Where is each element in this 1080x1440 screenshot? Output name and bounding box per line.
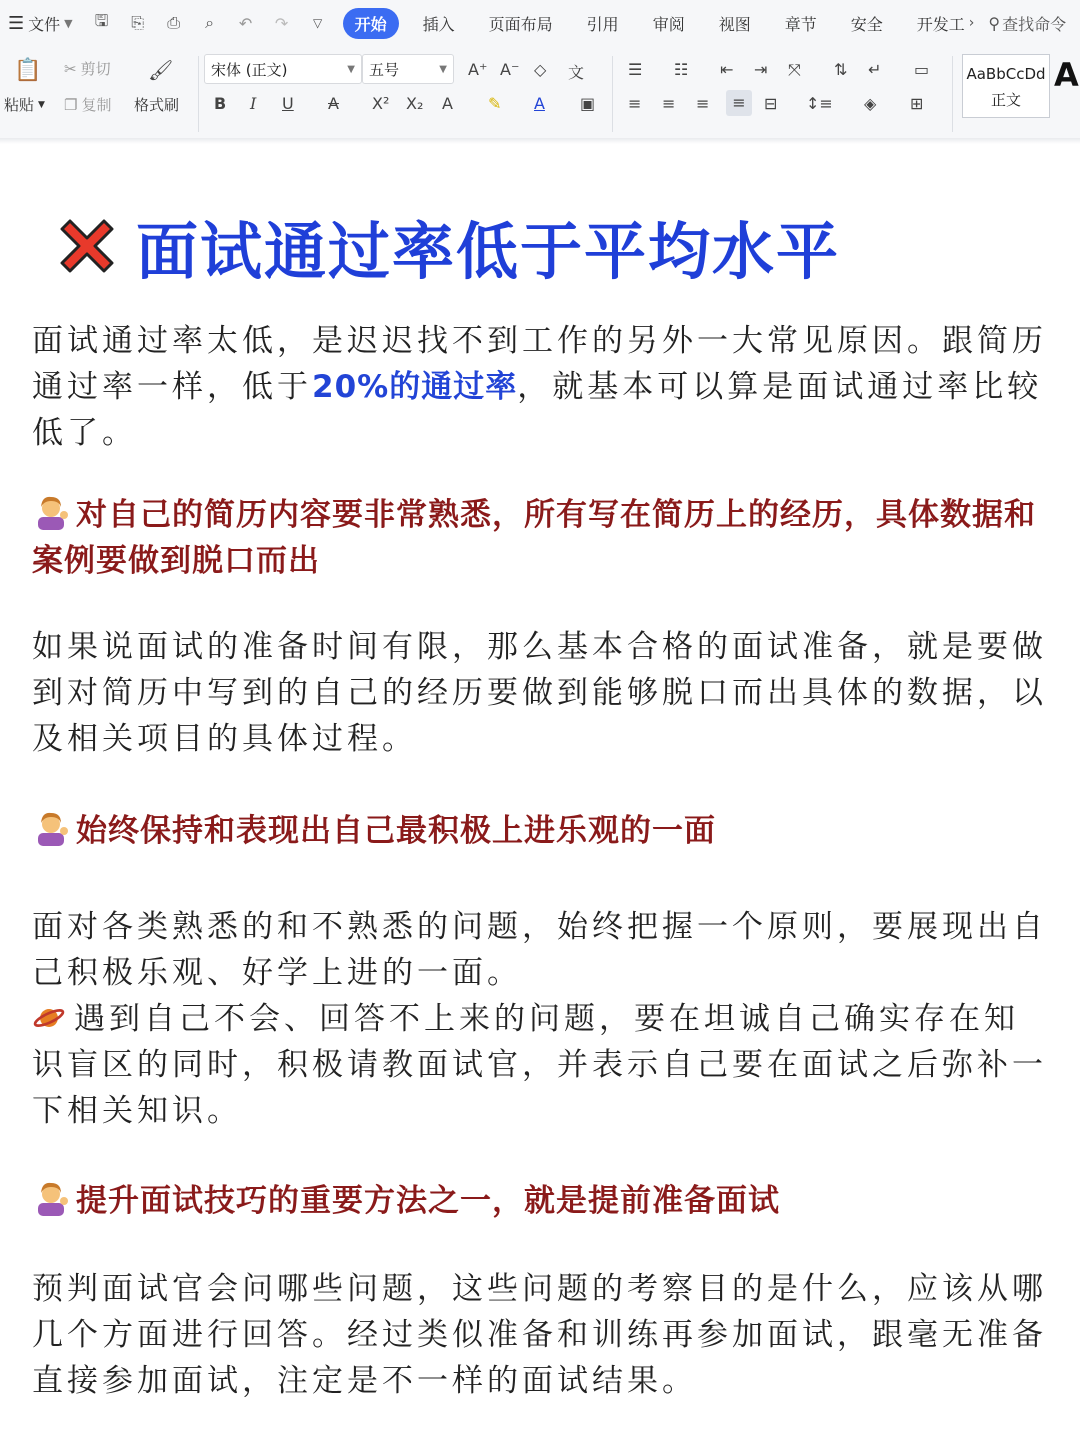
shrink-font-icon[interactable]: A⁻ xyxy=(500,60,520,79)
cut-label: 剪切 xyxy=(80,60,111,78)
justify-icon[interactable]: ≡ xyxy=(726,90,752,116)
font-size-value: 五号 xyxy=(369,60,400,79)
document-title-row xyxy=(52,208,841,288)
font-name-value: 宋体 (正文) xyxy=(211,60,288,79)
shading-icon[interactable]: ◈ xyxy=(864,94,877,113)
heading-prepare-interview xyxy=(32,1178,1052,1224)
heading-resume-familiarity xyxy=(32,492,1052,584)
intro-highlight: 20%的通过率 xyxy=(312,369,518,405)
decrease-indent-icon[interactable]: ⇤ xyxy=(720,60,734,79)
paste-icon[interactable]: 📋 xyxy=(14,58,42,83)
heading-text: 始终保持和表现出自己最积极上进乐观的一面 xyxy=(76,813,716,849)
font-name-select[interactable] xyxy=(204,54,362,84)
intro-text-start: 面试通过率太低，是迟迟找不到工作的另外一大常见原因。跟简历通过率一样，低于 xyxy=(32,323,1047,405)
customize-chevron-icon[interactable]: ▽ xyxy=(313,16,323,30)
align-left-icon[interactable]: ≡ xyxy=(628,94,642,113)
search-command-label: 查找命令 xyxy=(1002,14,1067,34)
person-tipping-hand-icon xyxy=(32,493,70,531)
chevron-down-icon: ▼ xyxy=(347,63,355,75)
tab-view[interactable]: 视图 xyxy=(718,14,751,34)
align-right-icon[interactable]: ≡ xyxy=(696,94,710,113)
numbered-list-icon[interactable]: ☷ xyxy=(674,60,689,79)
strikethrough-icon[interactable]: A xyxy=(328,94,339,113)
chinese-layout-icon[interactable]: ⤧ xyxy=(788,60,801,79)
tab-review[interactable]: 审阅 xyxy=(652,14,685,34)
paragraph-text: 遇到自己不会、回答不上来的问题，要在坦诚自己确实存在知识盲区的同时，积极请教面试官，并表示自己要在面试之后弥补一下相关知识。 xyxy=(32,1001,1047,1129)
ringed-planet-icon xyxy=(32,1001,66,1035)
grow-font-icon[interactable]: A⁺ xyxy=(468,60,488,79)
superscript-icon[interactable]: X² xyxy=(372,94,390,113)
paragraph-principle: 面对各类熟悉的和不熟悉的问题，始终把握一个原则，要展现出自己积极乐观、好学上进的一面。 xyxy=(32,909,1047,991)
borders-icon[interactable]: ⊞ xyxy=(910,94,924,113)
format-painter-label: 格式刷 xyxy=(134,96,180,114)
menu-bar xyxy=(0,0,1080,46)
sort-icon[interactable]: ⇅ xyxy=(834,60,848,79)
phonetic-guide-icon[interactable]: 文 xyxy=(568,63,585,82)
style-next-preview[interactable]: A xyxy=(1054,56,1079,94)
font-color-icon[interactable]: A xyxy=(534,94,545,113)
distribute-icon[interactable]: ⊟ xyxy=(764,94,778,113)
paragraph-mark-icon[interactable]: ↵ xyxy=(868,60,882,79)
scissors-icon: ✂ xyxy=(64,59,77,78)
paragraph-unknown-questions xyxy=(32,996,1052,1134)
style-preview: AaBbCcDd xyxy=(966,65,1046,83)
tab-developer[interactable]: 开发工 xyxy=(916,14,965,34)
chevron-down-icon: ▼ xyxy=(64,16,73,30)
bold-icon[interactable]: B xyxy=(214,94,227,113)
print-preview-icon[interactable]: ⌕ xyxy=(205,13,215,32)
align-center-icon[interactable]: ≡ xyxy=(662,94,676,113)
increase-indent-icon[interactable]: ⇥ xyxy=(754,60,768,79)
italic-icon[interactable]: I xyxy=(250,94,257,113)
person-tipping-hand-icon xyxy=(32,809,70,847)
copy-label: 复制 xyxy=(81,96,112,114)
bullet-list-icon[interactable]: ☰ xyxy=(628,60,643,79)
highlight-icon[interactable]: ✎ xyxy=(488,94,502,113)
tab-insert[interactable]: 插入 xyxy=(422,14,455,34)
format-painter-icon[interactable]: 🖌 xyxy=(148,58,174,82)
file-menu-label: 文件 xyxy=(28,14,61,34)
person-tipping-hand-icon xyxy=(32,1179,70,1217)
chevron-down-icon: ▼ xyxy=(38,99,45,110)
line-spacing-icon[interactable]: ↕≡ xyxy=(806,94,833,113)
cut-button[interactable] xyxy=(64,58,111,79)
chevron-right-icon[interactable]: › xyxy=(968,15,975,31)
intro-text-end: ，就基本可以算是面试通过率比较低了。 xyxy=(32,369,1043,451)
paragraph-preparation: 如果说面试的准备时间有限，那么基本合格的面试准备，就是要做到对简历中写到的自己的经历要做到能够脱口而出具体的数据，以及相关项目的具体过程。 xyxy=(32,629,1047,757)
redo-icon[interactable]: ↷ xyxy=(274,13,289,33)
intro-paragraph xyxy=(32,318,1052,456)
ribbon-separator xyxy=(952,56,953,132)
underline-icon[interactable]: U xyxy=(282,94,294,113)
ribbon-separator xyxy=(612,56,613,132)
tab-security[interactable]: 安全 xyxy=(850,14,883,34)
heading-text: 提升面试技巧的重要方法之一，就是提前准备面试 xyxy=(76,1183,780,1219)
paragraph-prediction: 预判面试官会问哪些问题，这些问题的考察目的是什么，应该从哪几个方面进行回答。经过类似准备和训练再参加面试，跟毫无准备直接参加面试，注定是不一样的面试结果。 xyxy=(32,1271,1047,1399)
search-icon: ⚲ xyxy=(988,13,1001,33)
tab-home[interactable]: 开始 xyxy=(343,8,399,39)
ruler-icon[interactable]: ▭ xyxy=(914,60,930,79)
clear-format-icon[interactable]: ◇ xyxy=(534,60,547,79)
format-painter-button[interactable] xyxy=(134,94,179,115)
paste-button[interactable] xyxy=(4,94,45,115)
cross-mark-icon xyxy=(52,211,122,281)
print-icon[interactable]: ⎙ xyxy=(167,13,181,32)
subscript-icon[interactable]: X₂ xyxy=(406,94,424,113)
tab-page-layout[interactable]: 页面布局 xyxy=(488,14,553,34)
export-icon[interactable]: ⎘ xyxy=(131,13,145,32)
hamburger-icon: ☰ xyxy=(8,12,25,34)
document-title: 面试通过率低于平均水平 xyxy=(136,214,841,288)
search-command[interactable] xyxy=(988,12,1066,35)
heading-text: 对自己的简历内容要非常熟悉，所有写在简历上的经历，具体数据和案例要做到脱口而出 xyxy=(32,497,1036,579)
ribbon-separator xyxy=(198,56,199,132)
font-size-select[interactable] xyxy=(362,54,454,84)
text-effect-icon[interactable]: A xyxy=(442,94,453,113)
char-border-icon[interactable]: ▣ xyxy=(580,94,596,113)
heading-positive-attitude xyxy=(32,808,1052,854)
style-name: 正文 xyxy=(990,91,1021,109)
chevron-down-icon: ▼ xyxy=(439,63,447,75)
copy-icon: ❐ xyxy=(64,95,78,114)
file-menu[interactable] xyxy=(8,12,73,35)
style-normal[interactable] xyxy=(962,54,1050,118)
copy-button[interactable] xyxy=(64,94,111,115)
tab-section[interactable]: 章节 xyxy=(784,14,817,34)
undo-icon[interactable]: ↶ xyxy=(238,13,253,33)
save-icon[interactable]: 🖫 xyxy=(94,10,109,30)
ribbon-shadow xyxy=(0,138,1080,144)
tab-references[interactable]: 引用 xyxy=(586,14,619,34)
paste-label: 粘贴 xyxy=(4,96,35,114)
